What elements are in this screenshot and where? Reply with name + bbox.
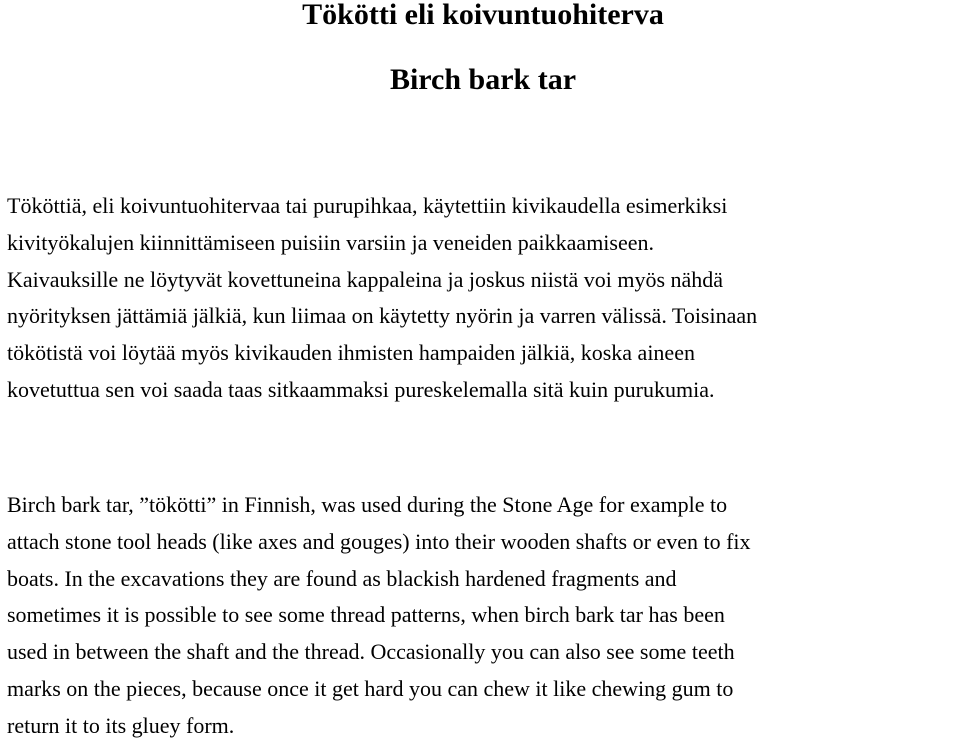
- text-line: marks on the pieces, because once it get hard you can chew it like chewing gum to: [7, 675, 734, 701]
- text-line: kivityökalujen kiinnittämiseen puisiin varsiin ja veneiden paikkaamiseen.: [7, 229, 655, 255]
- paragraph-english: [7, 487, 751, 745]
- text-line: return it to its gluey form.: [7, 712, 235, 738]
- text-line: nyörityksen jättämiä jälkiä, kun liimaa on käytetty nyörin ja varren välissä. Toisinaan: [7, 303, 758, 329]
- text-line: sometimes it is possible to see some thread patterns, when birch bark tar has been: [7, 602, 725, 628]
- paragraph-finnish: [7, 188, 757, 409]
- text-line: Kaivauksille ne löytyvät kovettuneina kappaleina ja joskus niistä voi myös nähdä: [7, 266, 724, 292]
- text-line: boats. In the excavations they are found as blackish hardened fragments and: [7, 565, 677, 591]
- text-line: used in between the shaft and the thread. Occasionally you can also see some teeth: [7, 639, 735, 665]
- page-title-finnish: Tökötti eli koivuntuohiterva: [302, 0, 664, 31]
- page-title-english: Birch bark tar: [389, 63, 577, 96]
- text-line: Tököttiä, eli koivuntuohitervaa tai purupihkaa, käytettiin kivikaudella esimerkiksi: [7, 193, 728, 218]
- text-line: tökötistä voi löytää myös kivikauden ihmisten hampaiden jälkiä, koska aineen: [7, 340, 695, 366]
- text-line: kovetuttua sen voi saada taas sitkaammaksi pureskelemalla sitä kuin purukumia.: [7, 376, 715, 402]
- text-line: attach stone tool heads (like axes and gouges) into their wooden shafts or even to fix: [7, 528, 751, 554]
- text-line: Birch bark tar, ”tökötti” in Finnish, was used during the Stone Age for example to: [7, 492, 728, 517]
